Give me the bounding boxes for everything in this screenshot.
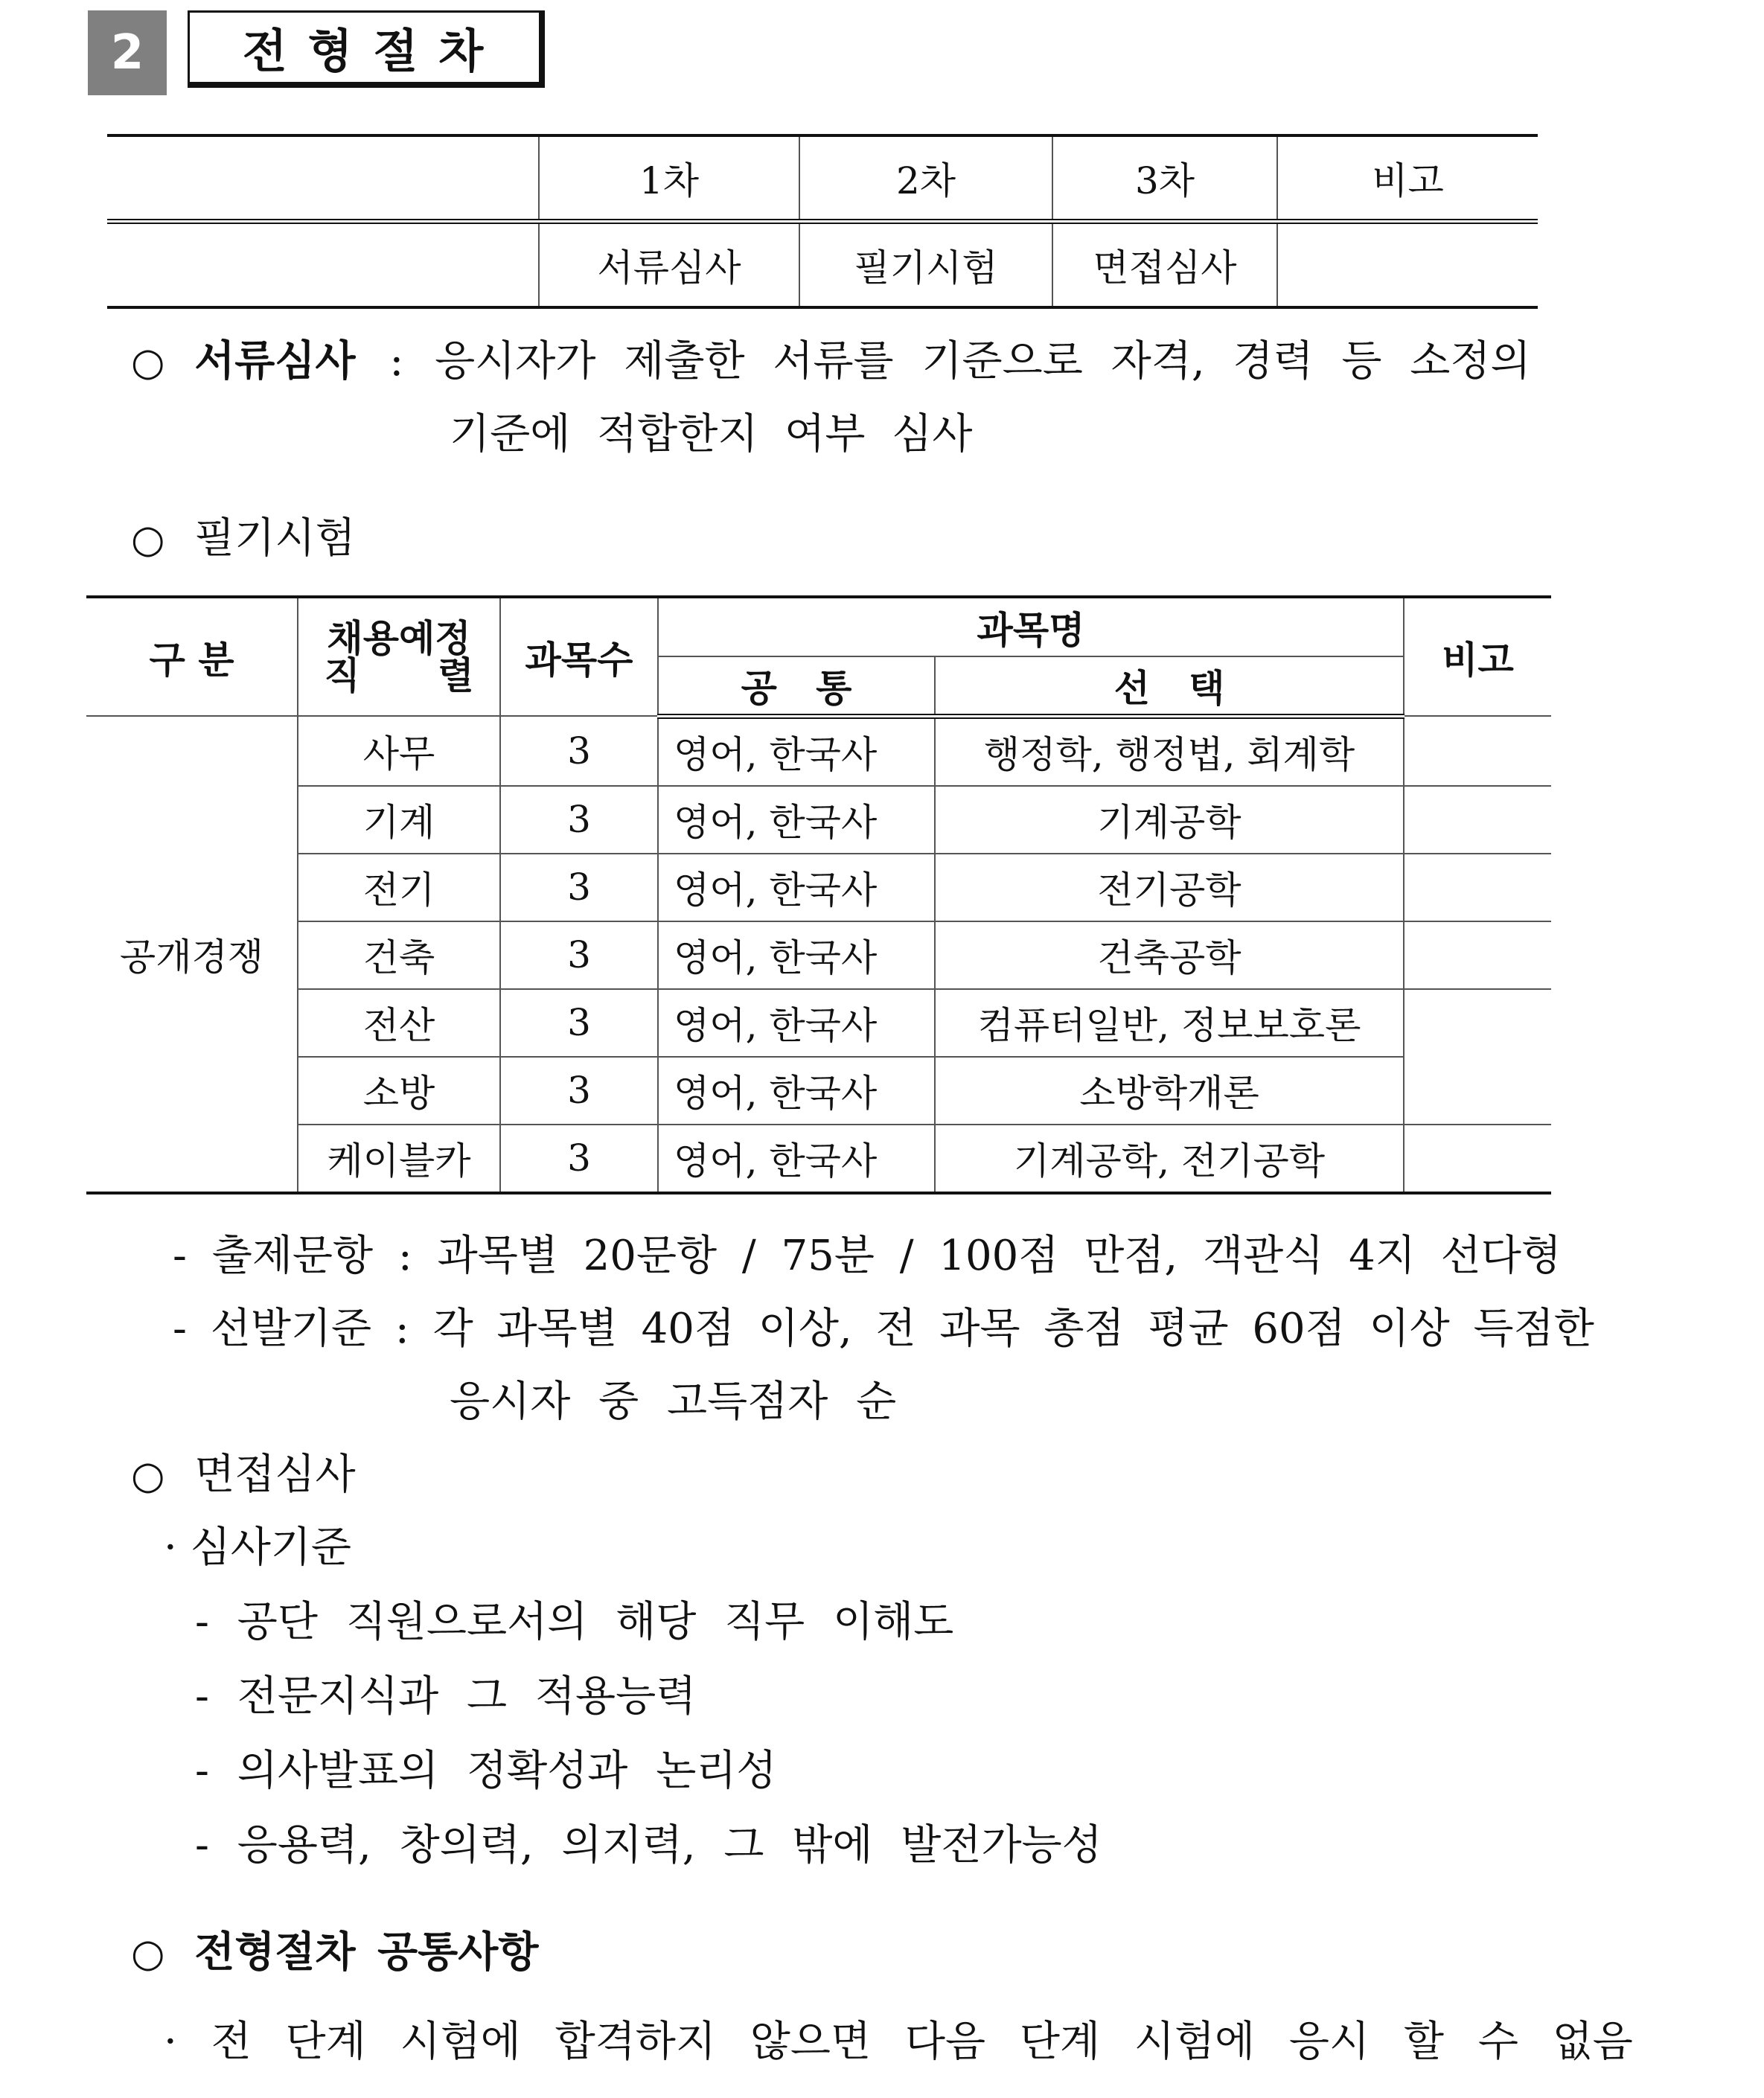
selection-criteria-label: - 선발기준 : <box>173 1305 409 1353</box>
written-exam-label: 필기시험 <box>194 514 356 563</box>
header-job <box>298 597 500 716</box>
bullet-circle-icon: ○ <box>131 1453 165 1498</box>
stage-value-cell: 면접심사 <box>1052 222 1277 308</box>
table-row <box>86 1125 1551 1193</box>
table-row <box>86 921 1551 989</box>
elective-cell: 기계공학, 전기공학 <box>935 1125 1404 1193</box>
category-cell: 공개경쟁 <box>86 716 298 1193</box>
doc-review-text: 응시자가 제출한 서류를 기준으로 자격, 경력 등 소정의 <box>435 337 1531 386</box>
interview-label: 면접심사 <box>194 1451 356 1499</box>
stage-value-cell <box>107 222 539 308</box>
count-cell: 3 <box>500 786 658 854</box>
note-cell <box>1404 921 1551 989</box>
common-cell: 영어, 한국사 <box>658 716 935 786</box>
note-cell <box>1404 989 1551 1125</box>
stage-value-row <box>107 222 1538 308</box>
doc-review-label: 서류심사 <box>194 337 356 386</box>
count-cell: 3 <box>500 716 658 786</box>
header-subject-count: 과목수 <box>500 597 658 716</box>
exam-subject-table <box>86 595 1551 1194</box>
bullet-circle-icon: ○ <box>131 1931 165 1976</box>
job-cell: 전산 <box>298 989 500 1057</box>
stage-header-cell <box>107 135 539 222</box>
stage-table <box>107 134 1538 309</box>
job-cell: 케이블카 <box>298 1125 500 1193</box>
elective-cell: 소방학개론 <box>935 1057 1404 1125</box>
common-cell: 영어, 한국사 <box>658 921 935 989</box>
header-common: 공 통 <box>658 656 935 716</box>
common-item: · 전 단계 시험에 합격하지 않으면 다음 단계 시험에 응시 할 수 없음 <box>164 2018 1633 2066</box>
note-cell <box>1404 854 1551 921</box>
job-cell: 소방 <box>298 1057 500 1125</box>
table-row <box>86 1057 1551 1125</box>
elective-cell: 기계공학 <box>935 786 1404 854</box>
note-cell <box>1404 716 1551 786</box>
criteria-label: · 심사기준 <box>164 1523 351 1572</box>
header-category: 구 분 <box>86 597 298 716</box>
table-row <box>86 716 1551 786</box>
note-cell <box>1404 786 1551 854</box>
elective-cell: 전기공학 <box>935 854 1404 921</box>
question-info-label: - 출제문항 : <box>173 1232 412 1280</box>
header-elective: 선 택 <box>935 656 1404 716</box>
criteria-item: - 전문지식과 그 적용능력 <box>195 1672 697 1721</box>
criteria-item: - 공단 직원으로서의 해당 직무 이해도 <box>195 1598 954 1646</box>
note-cell <box>1404 1125 1551 1193</box>
bullet-circle-icon: ○ <box>131 517 165 562</box>
table-row <box>86 854 1551 921</box>
count-cell: 3 <box>500 921 658 989</box>
count-cell: 3 <box>500 854 658 921</box>
common-cell: 영어, 한국사 <box>658 1057 935 1125</box>
doc-review-line <box>131 337 1531 386</box>
count-cell: 3 <box>500 1125 658 1193</box>
common-heading <box>131 1928 539 1977</box>
stage-header-cell: 3차 <box>1052 135 1277 222</box>
stage-value-cell: 필기시험 <box>799 222 1052 308</box>
count-cell: 3 <box>500 989 658 1057</box>
section-title: 전형절차 <box>188 10 545 88</box>
stage-header-row <box>107 135 1538 222</box>
common-cell: 영어, 한국사 <box>658 854 935 921</box>
job-cell: 사무 <box>298 716 500 786</box>
selection-criteria-text: 각 과목별 40점 이상, 전 과목 총점 평균 60점 이상 득점한 <box>432 1305 1594 1353</box>
job-cell: 건축 <box>298 921 500 989</box>
count-cell: 3 <box>500 1057 658 1125</box>
header-job-line1: 채용예정 <box>327 616 471 660</box>
elective-cell: 건축공학 <box>935 921 1404 989</box>
stage-header-cell: 2차 <box>799 135 1052 222</box>
criteria-item: - 응용력, 창의력, 의지력, 그 밖에 발전가능성 <box>195 1821 1102 1870</box>
question-info-text: 과목별 20문항 / 75분 / 100점 만점, 객관식 4지 선다형 <box>437 1232 1562 1280</box>
bullet-circle-icon: ○ <box>131 340 165 385</box>
stage-header-cell: 비고 <box>1277 135 1538 222</box>
header-job-line2: 직 렬 <box>324 653 474 697</box>
doc-review-sep: : <box>389 337 404 386</box>
common-label: 전형절차 공통사항 <box>194 1928 539 1977</box>
written-exam-heading <box>131 514 356 563</box>
common-cell: 영어, 한국사 <box>658 989 935 1057</box>
stage-header-cell: 1차 <box>539 135 799 222</box>
common-cell: 영어, 한국사 <box>658 1125 935 1193</box>
section-number: 2 <box>88 10 167 95</box>
header-subjects: 과목명 <box>658 597 1404 656</box>
stage-value-cell: 서류심사 <box>539 222 799 308</box>
job-cell: 전기 <box>298 854 500 921</box>
selection-criteria-line <box>173 1305 1594 1353</box>
common-cell: 영어, 한국사 <box>658 786 935 854</box>
criteria-item: - 의사발표의 정확성과 논리성 <box>195 1747 777 1795</box>
header-note: 비고 <box>1404 597 1551 716</box>
stage-value-cell <box>1277 222 1538 308</box>
table-row <box>86 786 1551 854</box>
question-info-line <box>173 1232 1562 1280</box>
selection-criteria-text-cont: 응시자 중 고득점자 순 <box>450 1378 897 1426</box>
elective-cell: 컴퓨터일반, 정보보호론 <box>935 989 1404 1057</box>
table-row <box>86 989 1551 1057</box>
doc-review-text-cont: 기준에 적합한지 여부 심사 <box>450 410 973 458</box>
job-cell: 기계 <box>298 786 500 854</box>
interview-heading <box>131 1451 356 1499</box>
elective-cell: 행정학, 행정법, 회계학 <box>935 716 1404 786</box>
